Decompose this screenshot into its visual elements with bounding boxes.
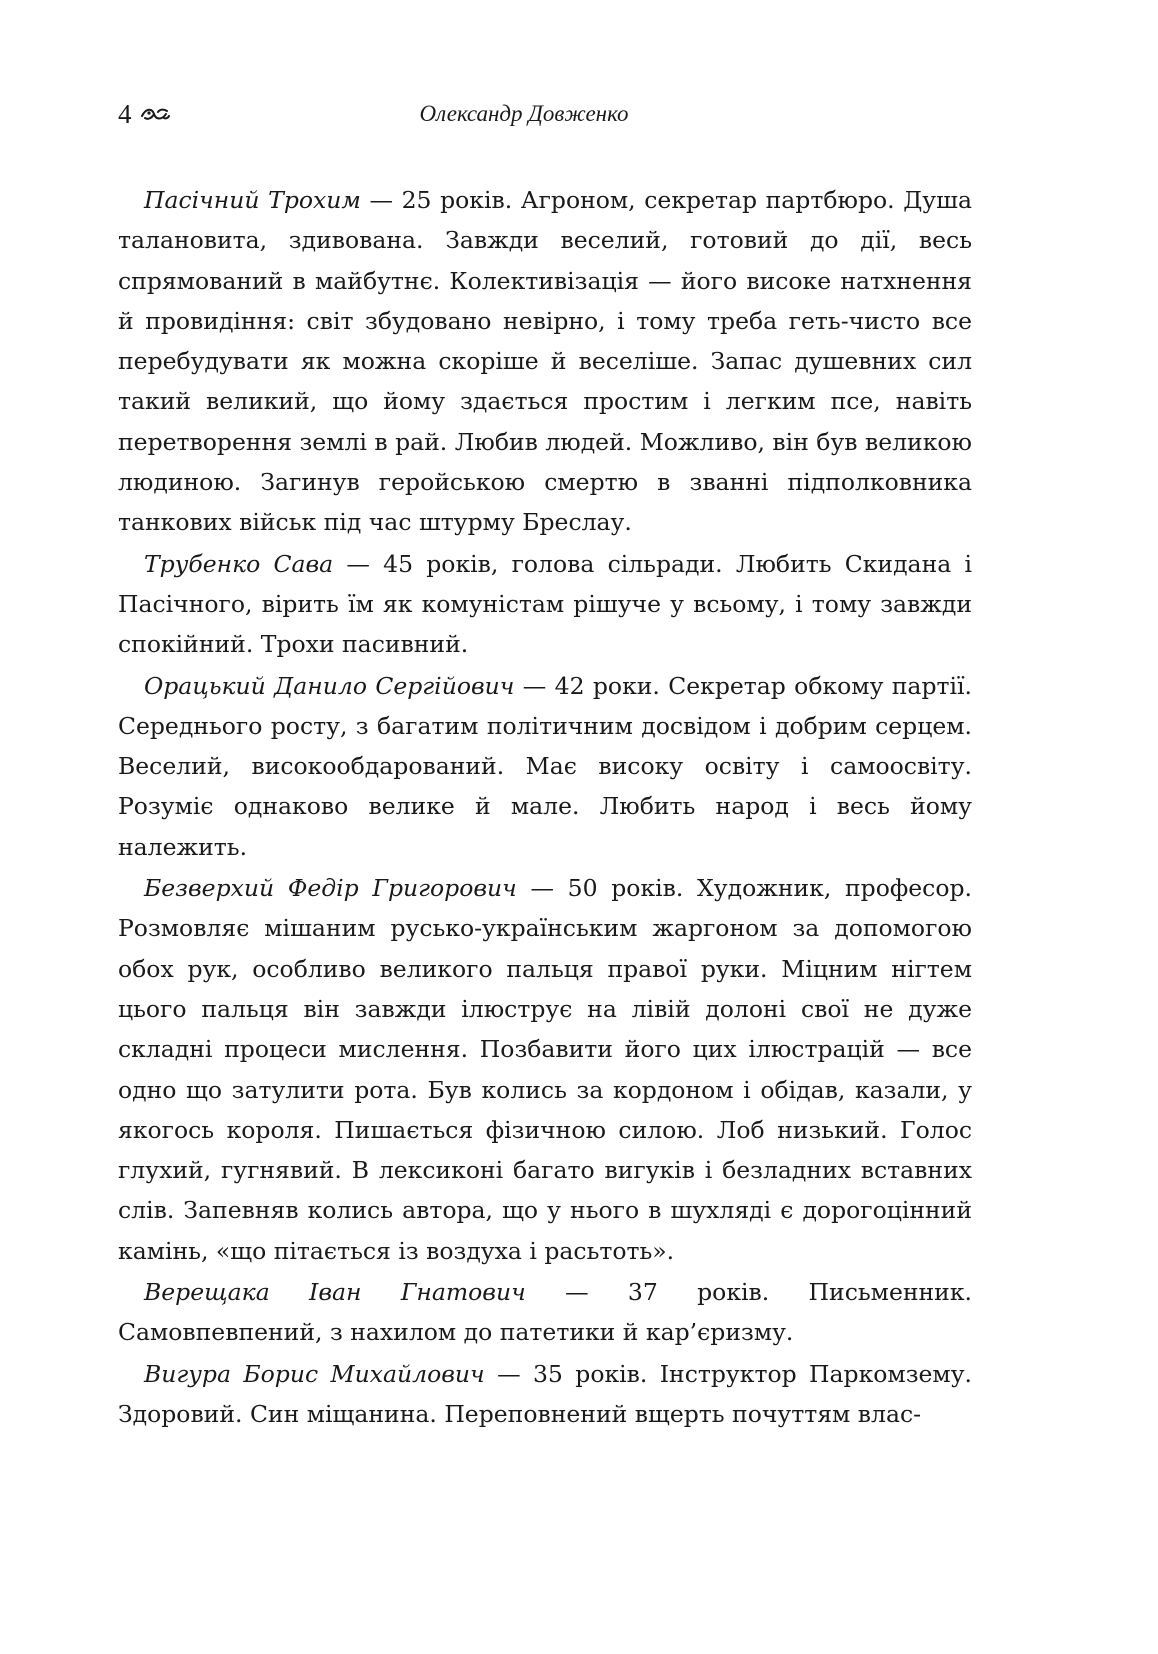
character-entry xyxy=(118,544,972,665)
character-name: Безверхий Федір Григорович xyxy=(144,874,517,903)
character-description: — 42 роки. Секретар обкому партії. Середнього росту, з багатим політичним досвідом і добрим серцем. Веселий, високообдарований. Має високу освіту і самоосвіту. Розуміє однаково велике й мале. Любить народ і весь йому належить. xyxy=(118,671,972,861)
character-name: Вигура Борис Михайлович xyxy=(144,1359,485,1388)
character-list xyxy=(118,180,972,1435)
character-entry xyxy=(118,1354,972,1435)
character-description: — 25 років. Агроном, секретар партбюро. Душа талановита, здивована. Завжди веселий, готовий до дії, весь спрямований в майбутнє. Колективізація — його високе натхнення й провидіння: світ збудовано невірно, і тому треба геть-чисто все перебудувати як можна скоріше й веселіше. Запас душевних сил такий великий, що йому здається простим і легким псе, навіть перетворення землі в рай. Любив людей. Можливо, він був великою людиною. Загинув геройською смертю в званні підполковника танкових військ під час штурму Бреслау. xyxy=(118,186,973,537)
character-description: — 35 років. Інструктор Паркомзему. Здоровий. Син міщанина. Переповнений вщерть почуттям влас- xyxy=(118,1359,972,1428)
character-name: Трубенко Сава xyxy=(144,549,334,578)
character-name: Верещака Іван Гнатович xyxy=(144,1278,526,1307)
page-number: 4 xyxy=(118,99,132,129)
character-name: Орацький Данило Сергійович xyxy=(144,671,515,700)
character-description: — 45 років, голова сільради. Любить Скидана і Пасічного, вірить їм як комуністам рішуче у всьому, і тому завжди спокійний. Трохи пасивний. xyxy=(118,549,972,659)
character-entry xyxy=(118,868,972,1271)
running-title: Олександр Довженко xyxy=(419,101,629,126)
running-head xyxy=(118,96,978,136)
character-entry xyxy=(118,1272,972,1353)
character-description: — 50 років. Художник, професор. Розмовляє мішаним русько-українським жаргоном за допомогою обох рук, особливо великого пальця правої руки. Міцним нігтем цього пальця він завжди ілюструє на лівій долоні свої не дуже складні процеси мислення. Позбавити його цих ілюстрацій — все одно що затулити рота. Був колись за кордоном і обідав, казали, у якогось короля. Пишається фізичною силою. Лоб низький. Голос глухий, гугнявий. В лексиконі багато вигуків і безладних вставних слів. Запевняв колись автора, що у нього в шухляді є дорогоцінний камінь, «що пітається із воздуха і расьтоть». xyxy=(118,874,972,1265)
character-entry xyxy=(118,666,972,867)
character-name: Пасічний Трохим xyxy=(144,186,361,214)
character-entry xyxy=(118,180,972,543)
character-description: — 37 років. Письменник. Самовпевпений, з нахилом до патетики й кар’єризму. xyxy=(118,1278,972,1347)
